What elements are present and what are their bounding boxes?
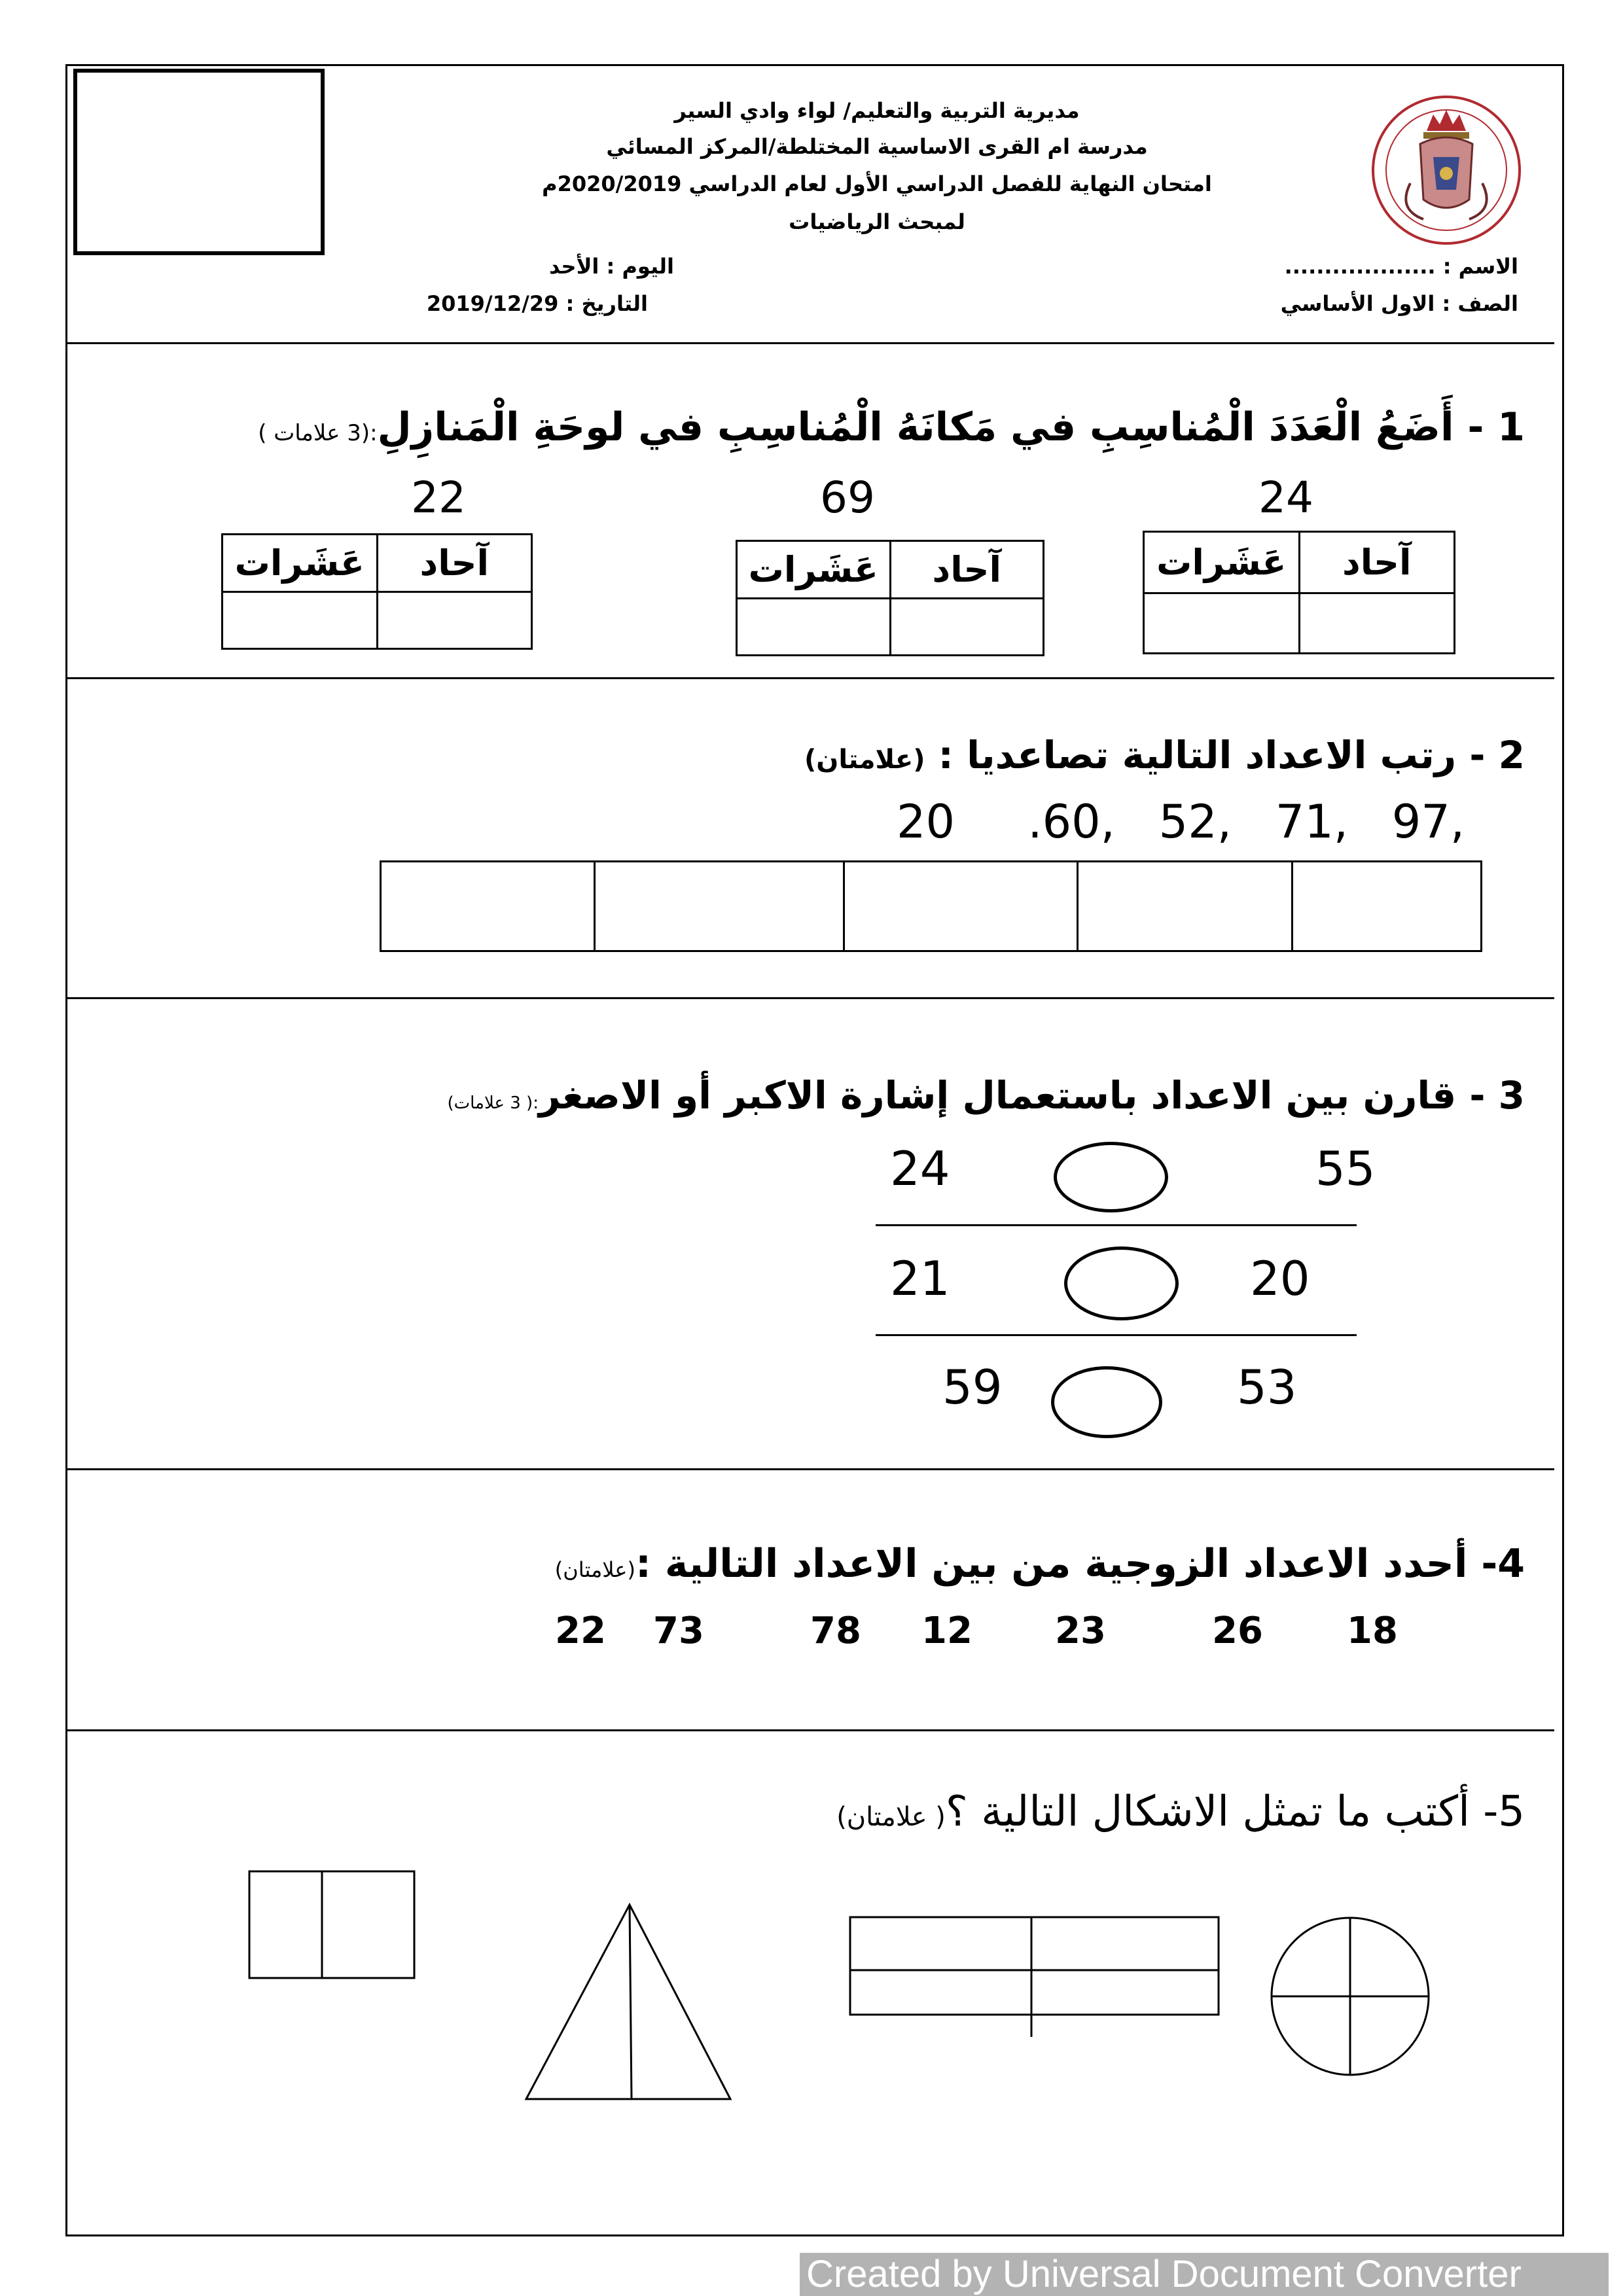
q4-number: 23 [1055, 1610, 1106, 1652]
ministry-emblem-icon [1358, 85, 1535, 255]
place-value-table-3 [221, 533, 533, 650]
compare-oval[interactable] [1064, 1246, 1179, 1320]
q3-marks: :( 3 علامات) [447, 1093, 539, 1113]
compare-oval[interactable] [1054, 1142, 1168, 1212]
tens-cell[interactable] [737, 599, 891, 656]
answer-box[interactable] [594, 862, 844, 951]
watermark-text: Created by Universal Document Converter [806, 2253, 1522, 2295]
q5-title [589, 1788, 1525, 1836]
circle-quarters-icon [1268, 1915, 1432, 2078]
tens-header: عَشَرات [737, 541, 891, 599]
tens-header: عَشَرات [223, 535, 378, 592]
q2-numbers: 20 .60, 52, 71, 97, [897, 795, 1465, 849]
q3-title [393, 1073, 1525, 1118]
q3-row3-right: 53 [1237, 1360, 1297, 1415]
q3-row2-left: 21 [890, 1251, 950, 1306]
student-class: الصف : الاول الأساسي [1280, 291, 1518, 316]
compare-oval[interactable] [1051, 1366, 1162, 1438]
q1-number-2: 69 [820, 472, 875, 523]
q4-number: 26 [1212, 1610, 1263, 1652]
header-directorate: مديرية التربية والتعليم/ لواء وادي السير [674, 98, 1080, 123]
header-exam: امتحان النهاية للفصل الدراسي الأول لعام الدراسي 2020/2019م [542, 171, 1212, 196]
section-divider-3 [65, 1468, 1554, 1470]
q1-title-text: 1 - أَضَعُ الْعَدَدَ الْمُناسِبِ في مَكانَهُ الْمُناسِبِ في لوحَةِ الْمَنازِلِ [377, 404, 1525, 450]
place-value-table-2 [736, 540, 1044, 656]
q2-title [589, 733, 1525, 777]
header-subject: لمبحث الرياضيات [789, 209, 965, 234]
header-divider [65, 342, 1554, 344]
triangle-halves-icon [524, 1903, 733, 2102]
section-divider-1 [65, 677, 1554, 679]
q2-answer-boxes [380, 860, 1482, 952]
q4-number: 12 [921, 1610, 972, 1652]
grade-box [73, 69, 325, 255]
square-halves-icon [247, 1869, 418, 1981]
tens-cell[interactable] [223, 592, 378, 649]
answer-box[interactable] [381, 862, 595, 951]
q5-marks: ( علامتان) [836, 1802, 946, 1832]
place-value-table-1 [1143, 531, 1455, 654]
converter-watermark [800, 2253, 1609, 2296]
q2-marks: (علامتان) [804, 745, 925, 775]
q4-number: 18 [1347, 1610, 1398, 1652]
q3-row-divider [876, 1334, 1357, 1336]
ones-cell[interactable] [1299, 593, 1455, 654]
rectangle-quarters-icon [848, 1915, 1221, 2040]
q3-title-text: 3 - قارن بين الاعداد باستعمال إشارة الاكبر أو الاصغر [538, 1073, 1525, 1118]
section-divider-2 [65, 997, 1554, 999]
q4-title [510, 1541, 1525, 1587]
q1-number-3: 22 [411, 472, 466, 523]
answer-box[interactable] [844, 862, 1077, 951]
q4-marks: (علامتان) [554, 1557, 635, 1582]
tens-cell[interactable] [1144, 593, 1300, 654]
q4-number: 78 [810, 1610, 861, 1652]
q1-marks: :(3 علامات ) [258, 420, 378, 446]
answer-box[interactable] [1077, 862, 1292, 951]
exam-day: اليوم : الأحد [549, 254, 674, 279]
ones-cell[interactable] [890, 599, 1044, 656]
q3-row1-left: 24 [890, 1141, 950, 1196]
q1-number-1: 24 [1258, 472, 1313, 523]
ones-header: آحاد [1299, 532, 1455, 593]
q1-title [258, 404, 1525, 450]
q3-row1-right: 55 [1315, 1141, 1376, 1196]
answer-box[interactable] [1293, 862, 1482, 951]
q2-title-text: 2 - رتب الاعداد التالية تصاعديا : [925, 733, 1525, 777]
ones-header: آحاد [377, 535, 532, 592]
tens-header: عَشَرات [1144, 532, 1300, 593]
section-divider-4 [65, 1729, 1554, 1731]
student-name-field: الاسم : ................... [1284, 254, 1518, 279]
q3-row3-left: 59 [942, 1360, 1003, 1415]
q4-number: 22 [555, 1610, 606, 1652]
q4-title-text: 4- أحدد الاعداد الزوجية من بين الاعداد التالية : [635, 1541, 1525, 1587]
q3-row2-right: 20 [1250, 1251, 1310, 1306]
exam-date: التاريخ : 2019/12/29 [426, 291, 648, 316]
header-school: مدرسة ام القرى الاساسية المختلطة/المركز المسائي [606, 134, 1148, 159]
q5-title-text: 5- أكتب ما تمثل الاشكال التالية ؟ [945, 1788, 1525, 1836]
ones-header: آحاد [890, 541, 1044, 599]
ones-cell[interactable] [377, 592, 532, 649]
q4-number: 73 [653, 1610, 704, 1652]
q3-row-divider [876, 1224, 1357, 1226]
